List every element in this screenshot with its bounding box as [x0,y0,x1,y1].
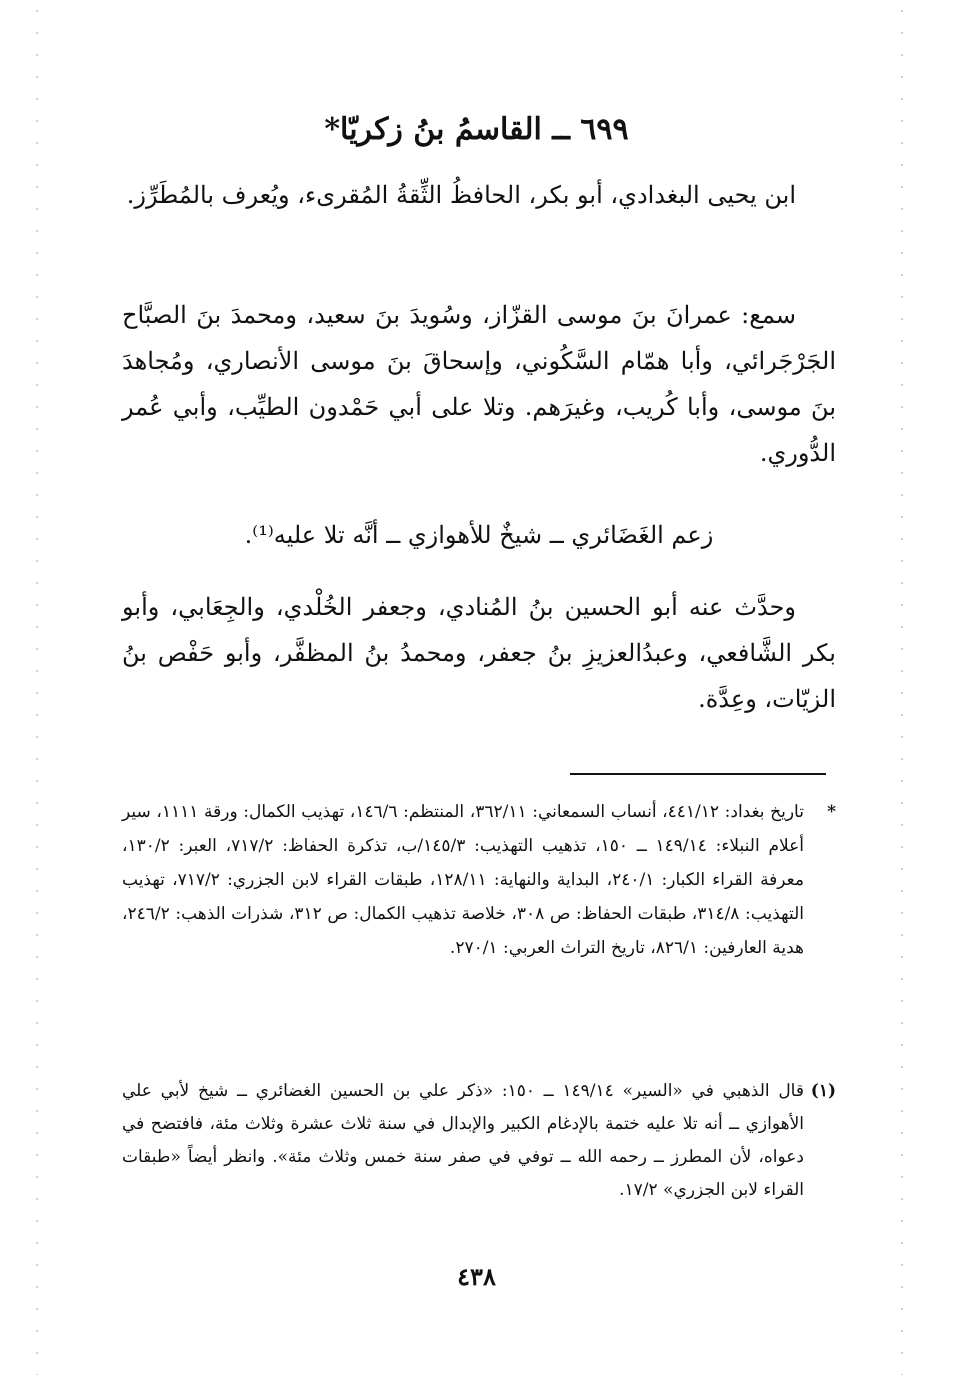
footnote-sources-text: تاريخ بغداد: ٤٤١/١٢، أنساب السمعاني: ٣٦٢/١١، المنتظم: ١٤٦/٦، تهذيب الكمال: ورقة ١١١١، سير أعلام النبلاء: ١٤٩/١٤ ــ ١٥٠، تذهيب التهذيب: ١٤٥/٣/ب، تذكرة الحفاظ: ٧١٧/٢، العبر: ١٣٠/٢، معرفة القراء الكبار: ٢٤٠/١، البداية والنهاية: ١٢٨/١١، طبقات القراء لابن الجزري: ٧١٧/٢، تهذيب التهذيب: ٣١٤/٨، طبقات الحفاظ: ص ٣٠٨، خلاصة تذهيب الكمال: ص ٣١٢، شذرات الذهب: ٢٤٦/٢، هدية العارفين: ٨٢٦/١، تاريخ التراث العربي: ٢٧٠/١. [122,802,805,958]
scan-edge-marks-right [901,0,903,1375]
paragraph-claim: زعم الغَضَائري ــ شيخٌ للأهوازي ــ أنَّه تلا عليه⁽¹⁾. [244,521,714,549]
footnote-sources [122,795,836,965]
scan-edge-marks-left [36,0,38,1375]
footnote-1 [122,1075,836,1207]
page-number: ٤٣٨ [457,1262,496,1291]
footnote-separator [570,773,826,775]
footnote-marker-star: * [827,802,836,822]
paragraph-teachers: سمع: عمرانَ بنَ موسى القزّاز، وسُويدَ بنَ سعيد، ومحمدَ بنَ الصبَّاح الجَرْجَرائي، وأبا همّام السَّكُوني، وإسحاقَ بنَ موسى الأنصاري، ومُجاهدَ بنَ موسى، وأبا كُريب، وغيرَهم. وتلا على أبي حَمْدون الطيِّب، وأبي عُمر الدُّوري. [122,301,836,467]
paragraph-lineage: ابن يحيى البغدادي، أبو بكر، الحافظُ الثِّقةُ المُقرىء، ويُعرف بالمُطَرِّز. [126,181,796,209]
footnote-marker-1: (١) [810,1081,836,1101]
footnote-1-text: قال الذهبي في «السير» ١٤٩/١٤ ــ ١٥٠: «ذكر علي بن الحسين الغضائري ــ شيخ لأبي علي الأهوازي ــ أنه تلا عليه ختمة بالإدغام الكبير والإبدال في سنة ثلاث عشرة وثلاث مئة، فافتضح في دعواه، لأن المطرز ــ رحمه الله ــ توفي في صفر سنة خمس وثلاث مئة». وانظر أيضاً «طبقات القراء لابن الجزري» ١٧/٢. [122,1081,804,1200]
entry-title: ٦٩٩ ــ القاسمُ بنُ زكريّا* [324,112,629,147]
paragraph-students: وحدَّث عنه أبو الحسين بنُ المُنادي، وجعفر الخُلْدي، والجِعَابي، وأبو بكر الشَّافعي، وعبدُالعزيزِ بنُ جعفر، ومحمدُ بنُ المظفَّر، وأبو حَفْص بنُ الزيّات، وعِدَّة. [122,593,836,713]
